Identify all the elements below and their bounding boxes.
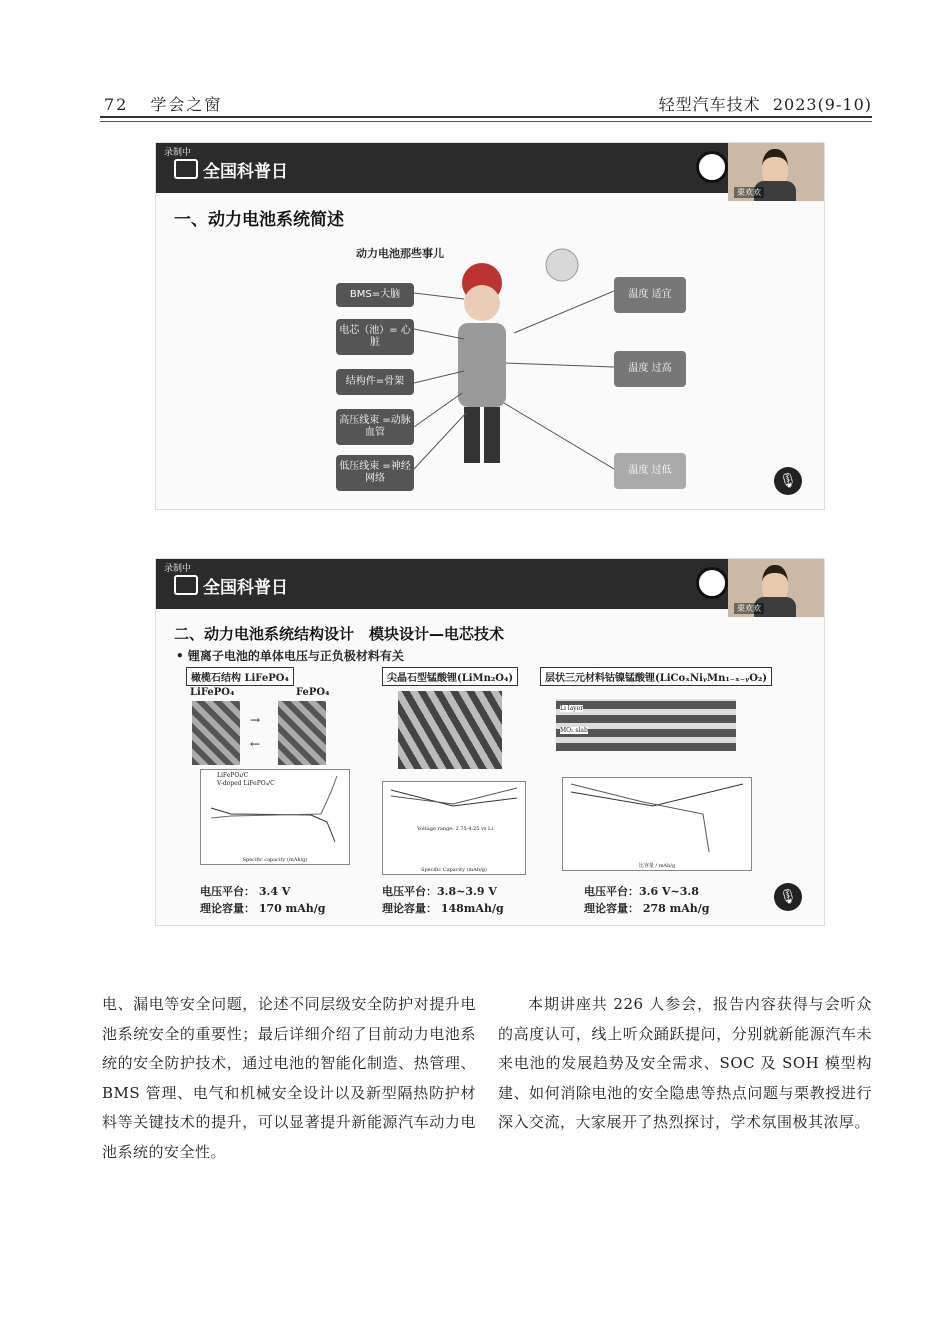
body-column-left (102, 990, 476, 1167)
slide-screenshot-2 (155, 558, 825, 926)
crystal-label: LiFePO₄ (190, 687, 235, 698)
crystal-structure (192, 701, 240, 765)
right-leg (484, 407, 500, 463)
arrow-right-icon: → (250, 713, 261, 727)
slide-bullet: • 锂离子电池的单体电压与正负极材料有关 (176, 649, 404, 663)
voltage-platform: 电压平台： 3.4 V (200, 885, 291, 898)
connector-line (414, 371, 464, 383)
header-rule (100, 116, 872, 118)
panel-title: 尖晶石型锰酸锂(LiMn₂O₄) (382, 667, 518, 686)
panel-lifepo4 (186, 667, 366, 921)
page-header-left (104, 92, 244, 115)
recording-indicator: 录制中 (164, 564, 192, 574)
connector-line (504, 403, 614, 469)
slide-title: 二、动力电池系统结构设计 模块设计—电芯技术 (174, 625, 505, 643)
crystal-structure (398, 691, 502, 769)
connector-line (414, 393, 462, 427)
chart-lifepo4 (200, 769, 350, 865)
panel-limn2o4 (382, 667, 532, 921)
arrow-left-icon: ← (250, 737, 261, 751)
panel-title: 橄榄石结构 LiFePO₄ (186, 667, 294, 686)
speaker-name: 栗欢欢 (734, 187, 764, 198)
panel-title: 层状三元材料钴镍锰酸锂(LiCoₓNiᵧMn₁₋ₓ₋ᵧO₂) (540, 667, 772, 686)
head (464, 285, 500, 321)
slide-title: 一、动力电池系统简述 (174, 210, 344, 230)
x-axis-label: Specific capacity (mAh/g) (242, 857, 308, 863)
theoretical-capacity: 理论容量： 170 mAh/g (200, 902, 326, 915)
sweater (458, 323, 506, 407)
sun-icon (546, 249, 578, 281)
paragraph: 本期讲座共 226 人参会，报告内容获得与会听众的高度认可，线上听众踊跃提问，分别就新能源汽车未来电池的发展趋势及安全需求、SOC 及 SOH 模型构建、如何消除电池的安全隐患等热点问题与栗教授进行深入交流，大家展开了热烈探讨，学术氛围极其浓厚。 (498, 995, 872, 1131)
paragraph: 电、漏电等安全问题，论述不同层级安全防护对提升电池系统安全的重要性；最后详细介绍了目前动力电池系统的安全防护技术，通过电池的智能化制造、热管理、BMS 管理、电气和机械安全设计以及新型隔热防护材料等关键技术的提升，可以显著提升新能源汽车动力电池系统的安全性。 (102, 995, 476, 1161)
chart-limn2o4 (382, 781, 526, 875)
journal-name: 轻型汽车技术 (658, 95, 761, 114)
envelope-icon (174, 159, 198, 179)
university-logo-icon (696, 567, 728, 599)
crystal-structure (278, 701, 326, 765)
label-temp-ok: 温度 适宜 (614, 277, 686, 313)
page-header-right (659, 92, 872, 115)
chart-ncm (562, 777, 752, 871)
recording-indicator: 录制中 (164, 148, 192, 158)
figure-illustration (414, 243, 614, 483)
envelope-icon (174, 575, 198, 595)
speaker-webcam (728, 143, 824, 201)
label-bms: BMS=大脑 (336, 283, 414, 307)
connector-line (414, 293, 464, 299)
crystal-label: MO₂ slab (560, 727, 588, 734)
page-number: 72 (104, 95, 129, 114)
slide-screenshot-1 (155, 142, 825, 510)
connector-line (506, 363, 614, 367)
x-axis-label: 比容量 / mAh/g (638, 863, 676, 869)
header-rule-thin (100, 121, 872, 122)
slide-subtitle: 动力电池那些事儿 (356, 247, 444, 260)
theoretical-capacity: 理论容量： 148mAh/g (382, 902, 504, 915)
crystal-label: Li layer (560, 705, 584, 712)
label-cell: 电芯（池）= 心脏 (336, 319, 414, 355)
charge-curve (211, 776, 337, 818)
panel-ncm (540, 667, 770, 921)
event-logo: 全国科普日 (174, 573, 288, 598)
microphone-icon: 🎙 (774, 883, 802, 911)
x-axis-label: Specific Capacity (mAh/g) (421, 867, 487, 873)
charge-curve (571, 784, 743, 806)
theoretical-capacity: 理论容量： 278 mAh/g (584, 902, 710, 915)
connector-line (514, 291, 614, 333)
body-column-right (498, 990, 872, 1138)
label-structure: 结构件=骨架 (336, 369, 414, 395)
voltage-platform: 电压平台：3.6 V~3.8 (584, 885, 699, 898)
discharge-curve (211, 808, 335, 842)
voltage-platform: 电压平台：3.8~3.9 V (382, 885, 497, 898)
legend-entry: V-doped LiFePO₄/C (217, 780, 275, 787)
microphone-icon: 🎙 (774, 467, 802, 495)
legend-entry: LiFePO₄/C (217, 772, 249, 779)
label-temp-high: 温度 过高 (614, 351, 686, 387)
speaker-name: 栗欢欢 (734, 603, 764, 614)
event-logo: 全国科普日 (174, 157, 288, 182)
discharge-curve (571, 784, 709, 852)
crystal-label: FePO₄ (296, 687, 330, 698)
slide-banner (156, 143, 824, 193)
discharge-curve (391, 788, 517, 804)
slide-banner (156, 559, 824, 609)
university-logo-icon (696, 151, 728, 183)
issue-label: 2023(9-10) (772, 95, 872, 114)
speaker-webcam (728, 559, 824, 617)
chart-annotation: Voltage range: 2.75-4.25 vs Li (417, 826, 493, 832)
label-temp-low: 温度 过低 (614, 453, 686, 489)
label-low-voltage: 低压线束 =神经网络 (336, 455, 414, 491)
left-leg (464, 407, 480, 463)
label-high-voltage: 高压线束 =动脉血管 (336, 409, 414, 445)
section-name: 学会之窗 (150, 95, 223, 114)
connector-line (414, 329, 464, 339)
